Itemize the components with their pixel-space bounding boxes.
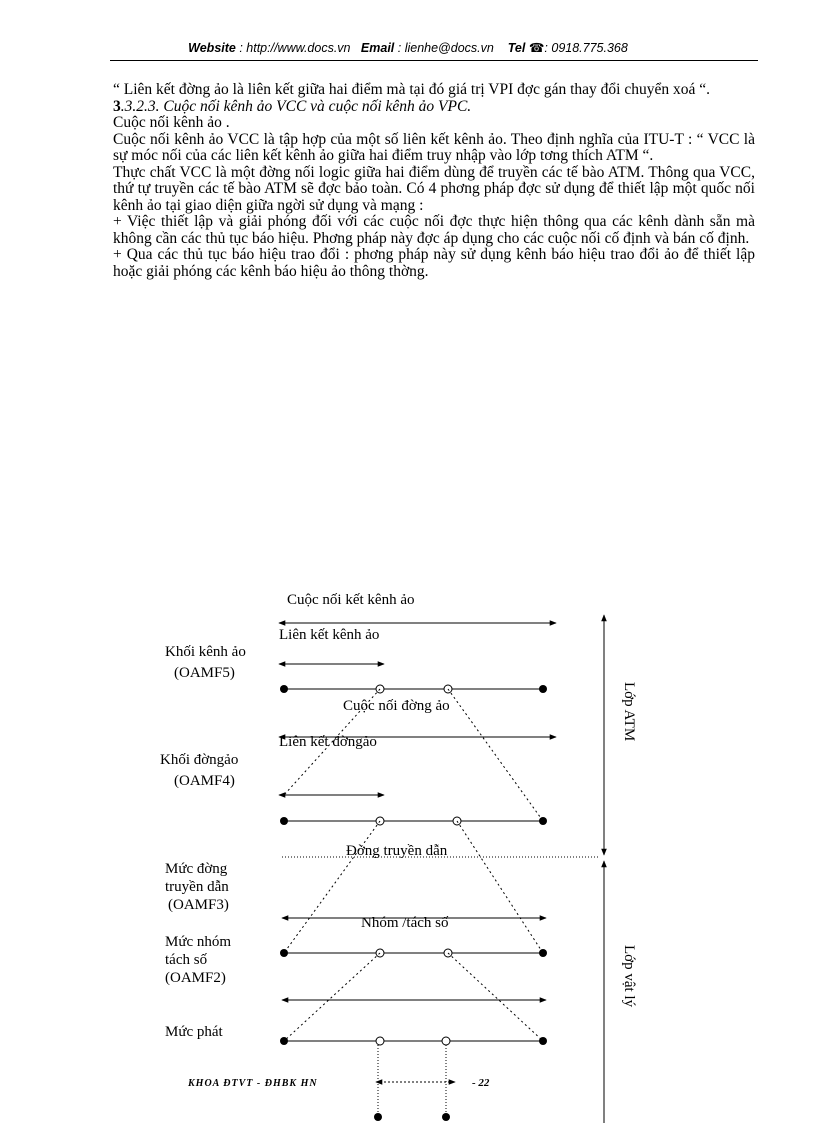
- paragraph-method-2: + Qua các thủ tục báo hiệu trao đổi : phơng pháp này sử dụng kênh báo hiệu trao đổi ảo để thiết lập hoặc giải phóng các kênh báo hiệu ảo thông thờng.: [113, 246, 755, 280]
- paragraph-vcc-definition: Cuộc nối kênh ảo VCC là tập hợp của một số liên kết kênh ảo. Theo định nghĩa của ITU-T : “ VCC là sự móc nối của các liên kết kênh ảo giữa hai điểm truy nhập vào lớp tơng thích ATM “.: [113, 130, 755, 164]
- paragraph-vp-link-definition: “ Liên kết đờng ảo là liên kết giữa hai điểm mà tại đó giá trị VPI đợc gán thay đổi chuyển xoá “.: [113, 81, 710, 98]
- vp-to-tp-left-link: [284, 821, 380, 953]
- regenerator-node-left: [374, 1113, 382, 1121]
- oamf3-code-label: (OAMF3): [168, 897, 229, 913]
- transmit-node-1: [376, 1037, 384, 1045]
- vp-connection-label: Cuộc nối đờng ảo: [343, 698, 450, 714]
- website-label: Website: [188, 41, 236, 55]
- oamf4-code-label: (OAMF4): [174, 773, 235, 789]
- oamf5-name-label: Khối kênh ảo: [165, 644, 246, 660]
- transmission-path-label: Đờng truyền dẫn: [346, 843, 448, 859]
- oamf3-name-line2: truyền dẫn: [165, 879, 229, 895]
- email-label: Email: [360, 41, 395, 55]
- paragraph-method-1: + Việc thiết lập và giải phóng đối với các cuộc nối đợc thực hiện thông qua các kênh dành sẵn mà không cần các thủ tục báo hiệu. Phơng pháp này đợc áp dụng cho các cuộc nối cố định và bán cố định.: [113, 213, 755, 247]
- section-number: 3: [113, 97, 121, 115]
- oamf2-name-line1: Mức nhóm: [165, 934, 232, 950]
- regenerator-node-right: [442, 1113, 450, 1121]
- website-url[interactable]: : http://www.docs.vn: [235, 41, 351, 55]
- ms-to-rs-right-link: [448, 953, 543, 1041]
- vp-link-label: Liên kết đờngảo: [279, 734, 377, 750]
- email-address[interactable]: : lienhe@docs.vn: [394, 41, 494, 55]
- tel-number: : 0918.775.368: [544, 41, 628, 55]
- phone-icon: ☎: [528, 41, 545, 55]
- vp-to-tp-right-link: [457, 821, 543, 953]
- physical-layer-label: Lớp vật lý: [621, 945, 637, 1008]
- transmit-level-label: Mức phát: [165, 1024, 223, 1040]
- footer-faculty-label: KHOA ĐTVT - ĐHBK HN: [188, 1078, 318, 1089]
- section-title: .3.2.3. Cuộc nối kênh ảo VCC và cuộc nối kênh ảo VPC.: [120, 97, 472, 115]
- vc-link-label: Liên kết kênh ảo: [279, 627, 380, 643]
- oamf5-code-label: (OAMF5): [174, 665, 235, 681]
- oamf2-name-line2: tách số: [165, 952, 208, 968]
- vc-to-vp-right-link: [448, 689, 543, 821]
- oamf4-name-label: Khối đờngảo: [160, 752, 239, 768]
- oamf5-endpoint-left: [280, 685, 288, 693]
- ms-to-rs-left-link: [284, 953, 380, 1041]
- top-title-label: Cuộc nối kết kênh ảo: [287, 592, 415, 608]
- page-number: - 22: [472, 1077, 490, 1089]
- tel-label: Tel: [507, 41, 526, 55]
- atm-layer-label: Lớp ATM: [621, 682, 637, 742]
- oamf5-endpoint-right: [539, 685, 547, 693]
- oamf2-code-label: (OAMF2): [165, 970, 226, 986]
- oamf4-endpoint-left: [280, 817, 288, 825]
- transmit-node-2: [442, 1037, 450, 1045]
- paragraph-vcc-methods: Thực chất VCC là một đờng nối logic giữa hai điểm dùng để truyền các tế bào ATM. Thông qua VCC, thứ tự truyền các tế bào ATM sẽ đợc bảo toàn. Có 4 phơng pháp đợc sử dụng để thiết lập một quốc nối kênh ảo tại giao diện giữa ngời sử dụng và mạng :: [113, 163, 755, 214]
- paragraph-vcc-heading: Cuộc nối kênh ảo .: [113, 114, 230, 131]
- oamf3-name-line1: Mức đờng: [165, 861, 228, 877]
- multiplex-label: Nhóm /tách số: [361, 915, 449, 931]
